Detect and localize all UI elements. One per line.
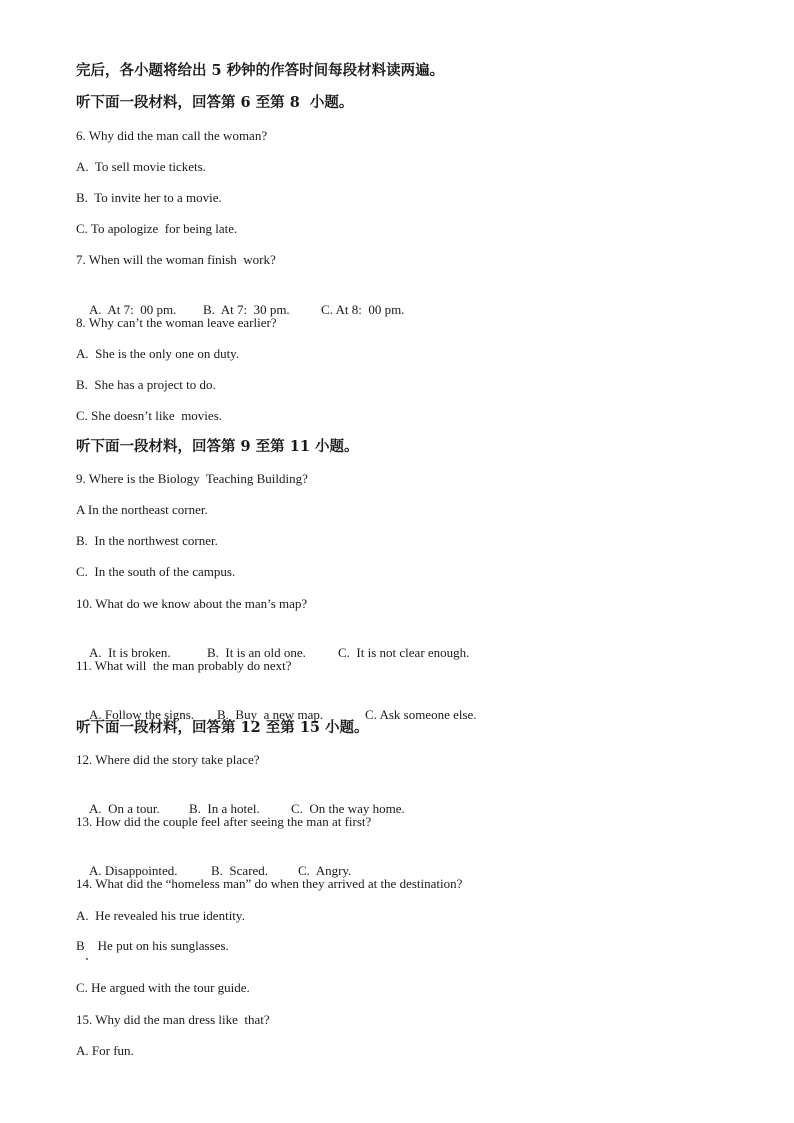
option-14b: B He put on his sunglasses. — [76, 938, 229, 953]
stray-dot-mark — [86, 958, 88, 960]
option-6c: C. To apologize for being late. — [76, 221, 238, 236]
option-8b: B. She has a project to do. — [76, 377, 216, 392]
option-6a: A. To sell movie tickets. — [76, 159, 206, 174]
option-10c: C. It is not clear enough. — [338, 645, 470, 660]
question-13: 13. How did the couple feel after seeing the man at first? — [76, 814, 372, 829]
option-7c: C. At 8: 00 pm. — [321, 302, 405, 317]
question-12: 12. Where did the story take place? — [76, 752, 260, 767]
option-14c: C. He argued with the tour guide. — [76, 980, 250, 995]
option-11c: C. Ask someone else. — [365, 707, 477, 722]
question-6: 6. Why did the man call the woman? — [76, 128, 268, 143]
option-9a: A In the northeast corner. — [76, 502, 208, 517]
option-8a: A. She is the only one on duty. — [76, 346, 240, 361]
question-8: 8. Why can’t the woman leave earlier? — [76, 315, 277, 330]
option-13a: A. Disappointed. — [89, 863, 178, 878]
option-13c: C. Angry. — [298, 863, 352, 878]
section-heading-6-8: 听下面一段材料，回答第 6 至第 8 小题。 — [76, 94, 354, 111]
option-7a: A. At 7: 00 pm. — [89, 302, 177, 317]
option-6b: B. To invite her to a movie. — [76, 190, 222, 205]
option-12c: C. On the way home. — [291, 801, 405, 816]
section-heading-9-11: 听下面一段材料，回答第 9 至第 11 小题。 — [76, 438, 359, 455]
option-14a: A. He revealed his true identity. — [76, 908, 245, 923]
option-9b: B. In the northwest corner. — [76, 533, 218, 548]
intro-line: 完后，各小题将给出 5 秒钟的作答时间每段材料读两遍。 — [76, 62, 445, 79]
section-heading-12-15: 听下面一段材料，回答第 12 至第 15 小题。 — [76, 719, 369, 736]
option-11a: A. Follow the signs. — [89, 707, 195, 722]
option-9c: C. In the south of the campus. — [76, 564, 236, 579]
question-9: 9. Where is the Biology Teaching Building? — [76, 471, 308, 486]
question-14: 14. What did the “homeless man” do when they arrived at the destination? — [76, 876, 463, 891]
question-7: 7. When will the woman finish work? — [76, 252, 276, 267]
option-7b: B. At 7: 30 pm. — [203, 302, 290, 317]
option-12a: A. On a tour. — [89, 801, 160, 816]
option-13b: B. Scared. — [211, 863, 269, 878]
option-10a: A. It is broken. — [89, 645, 171, 660]
option-8c: C. She doesn’t like movies. — [76, 408, 223, 423]
option-10b: B. It is an old one. — [207, 645, 306, 660]
question-11: 11. What will the man probably do next? — [76, 658, 292, 673]
question-10: 10. What do we know about the man’s map? — [76, 596, 308, 611]
option-15a: A. For fun. — [76, 1043, 134, 1058]
option-12b: B. In a hotel. — [189, 801, 260, 816]
option-11b: B. Buy a new map. — [217, 707, 324, 722]
question-15: 15. Why did the man dress like that? — [76, 1012, 270, 1027]
